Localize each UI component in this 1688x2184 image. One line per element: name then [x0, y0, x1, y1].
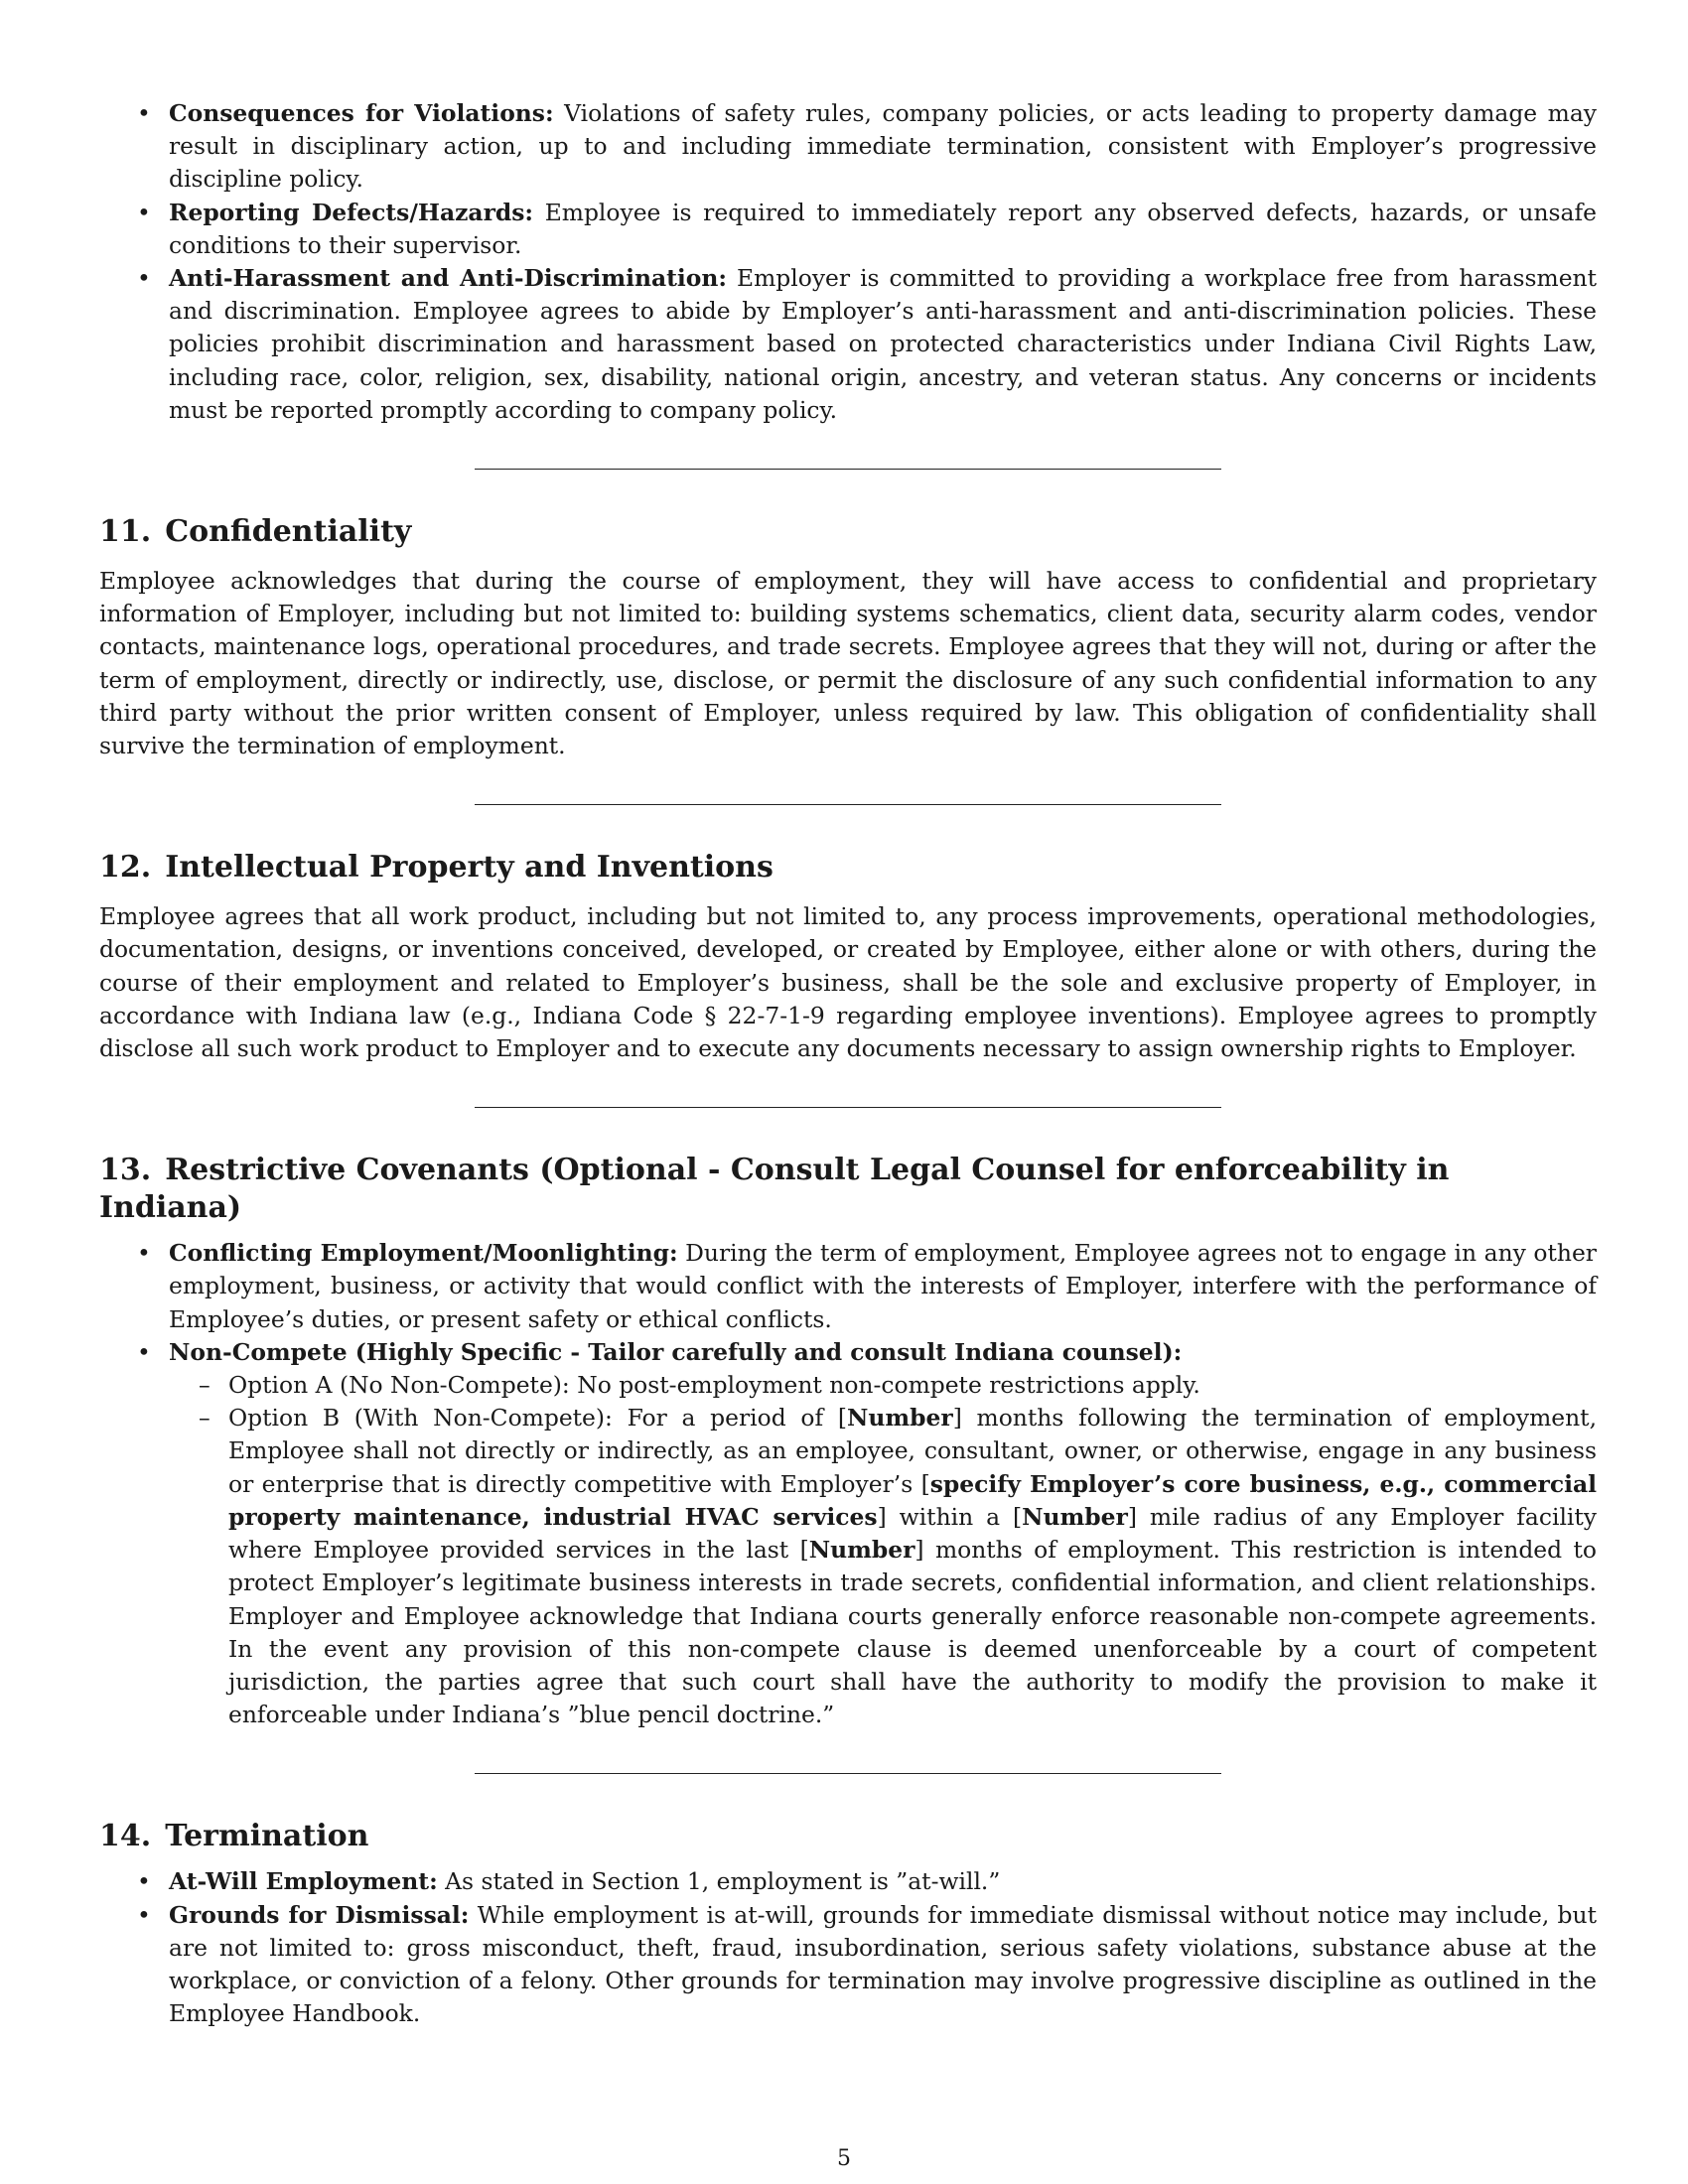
section-title: Termination: [165, 1819, 369, 1854]
bullet-label: Reporting Defects/Hazards:: [169, 198, 534, 226]
option-a-text: Option A (No Non-Compete): No post-employment non-compete restrictions apply.: [228, 1371, 1200, 1400]
bullet-text: Violations of safety rules, company policies, or acts leading to property damage may result in disciplinary action, up to and including immediate termination, consistent with Employer’s progressive discipline policy.: [169, 99, 1597, 194]
bullet-text: Employer is committed to providing a workplace free from harassment and discrimination. Employee agrees to abide by Employer’s anti-harassment and anti-discrimination policies. These policies prohibit discrimination and harassment based on protected characteristics under Indiana Civil Rights Law, including race, color, religion, sex, disability, national origin, ancestry, and veteran status. Any concerns or incidents must be reported promptly according to company policy.: [169, 264, 1597, 424]
section-divider: [475, 469, 1221, 470]
list-item: [99, 97, 1597, 197]
placeholder-number: Number: [846, 1404, 953, 1433]
bullet-text: While employment is at-will, grounds for immediate dismissal without notice may include, but are not limited to: gross misconduct, theft, fraud, insubordination, serious safety violations, substance abuse at the workplace, or conviction of a felony. Other grounds for termination may involve progressive discipline as outlined in the Employee Handbook.: [169, 1900, 1597, 2028]
option-b-text: Option B (With Non-Compete): For a period of [: [228, 1404, 847, 1433]
confidentiality-paragraph: Employee acknowledges that during the course of employment, they will have access to confidential and proprietary information of Employer, including but not limited to: building systems schematics, client data, security alarm codes, vendor contacts, maintenance logs, operational procedures, and trade secrets. Employee agrees that they will not, during or after the term of employment, directly or indirectly, use, disclose, or permit the disclosure of any such confidential information to any third party without the prior written consent of Employer, unless required by law. This obligation of confidentiality shall survive the termination of employment.: [99, 567, 1597, 760]
bullet-text: Employee is required to immediately report any observed defects, hazards, or unsafe conditions to their supervisor.: [169, 198, 1598, 259]
placeholder-number: Number: [808, 1536, 915, 1565]
section-number: 12.: [99, 850, 152, 886]
list-item: [99, 262, 1597, 427]
section-number: 14.: [99, 1819, 152, 1854]
list-item: [99, 1237, 1597, 1336]
bullet-label: Non-Compete (Highly Specific - Tailor carefully and consult Indiana counsel):: [169, 1337, 1183, 1366]
list-item: [99, 1899, 1597, 2031]
restrictive-covenants-list: [99, 1237, 1597, 1731]
section-divider: [475, 1773, 1221, 1774]
option-b-text: ] months of employment. This restriction is intended to protect Employer’s legitimate business interests in trade secrets, confidential information, and client relationships. Employer and Employee acknowledge that Indiana courts generally enforce reasonable non-compete agreements. In the event any provision of this non-compete clause is deemed unenforceable by a court of competent jurisdiction, the parties agree that such court shall have the authority to modify the provision to make it enforceable under Indiana’s ”blue pencil doctrine.”: [228, 1536, 1598, 1729]
termination-list: [99, 1865, 1597, 2030]
bullet-text: As stated in Section 1, employment is ”at-will.”: [437, 1867, 1001, 1896]
list-item: [99, 197, 1597, 262]
option-b-text: ] months following the termination of employment, Employee shall not directly or indirectly, as an employee, consultant, owner, or otherwise, engage in any business or enterprise that is directly competitive with Employer’s [: [228, 1404, 1597, 1498]
option-b-text: ] within a [: [877, 1502, 1023, 1531]
continued-bullet-list: [99, 97, 1597, 427]
section-title: Confidentiality: [165, 514, 412, 550]
bullet-label: Grounds for Dismissal:: [169, 1900, 470, 1929]
option-b-item: [169, 1402, 1597, 1731]
bullet-label: Anti-Harassment and Anti-Discrimination:: [169, 264, 728, 293]
section-title: Intellectual Property and Inventions: [165, 850, 774, 886]
section-divider: [475, 1107, 1221, 1108]
list-item: [99, 1336, 1597, 1731]
noncompete-options-list: [169, 1369, 1597, 1731]
list-item: [99, 1865, 1597, 1898]
section-heading-restrictive-covenants: [99, 1152, 1597, 1227]
bullet-label: At-Will Employment:: [169, 1867, 438, 1896]
section-title: Restrictive Covenants (Optional - Consult Legal Counsel for enforceability in Indiana): [99, 1153, 1450, 1226]
section-number: 11.: [99, 514, 152, 550]
bullet-label: Consequences for Violations:: [169, 99, 554, 127]
option-a-item: [169, 1369, 1597, 1402]
section-divider: [475, 804, 1221, 805]
section-heading-intellectual-property: [99, 849, 1597, 887]
bullet-text: During the term of employment, Employee agrees not to engage in any other employment, business, or activity that would conflict with the interests of Employer, interfere with the performance of Employee’s duties, or present safety or ethical conflicts.: [169, 1239, 1597, 1333]
section-heading-confidentiality: [99, 513, 1597, 551]
intellectual-property-paragraph: Employee agrees that all work product, including but not limited to, any process improvements, operational methodologies, documentation, designs, or inventions conceived, developed, or created by Employee, either alone or with others, during the course of their employment and related to Employer’s business, shall be the sole and exclusive property of Employer, in accordance with Indiana law (e.g., Indiana Code § 22-7-1-9 regarding employee inventions). Employee agrees to promptly disclose all such work product to Employer and to execute any documents necessary to assign ownership rights to Employer.: [99, 902, 1597, 1063]
bullet-label: Conflicting Employment/Moonlighting:: [169, 1239, 678, 1268]
section-number: 13.: [99, 1153, 152, 1188]
placeholder-number: Number: [1022, 1502, 1128, 1531]
document-page: [99, 97, 1597, 2030]
placeholder-core-business: specify Employer’s core business, e.g., commercial property maintenance, industrial HVAC services: [228, 1469, 1597, 1531]
section-heading-termination: [99, 1818, 1597, 1855]
page-number: 5: [837, 2146, 851, 2171]
option-b-text: ] mile radius of any Employer facility where Employee provided services in the last [: [228, 1502, 1598, 1565]
